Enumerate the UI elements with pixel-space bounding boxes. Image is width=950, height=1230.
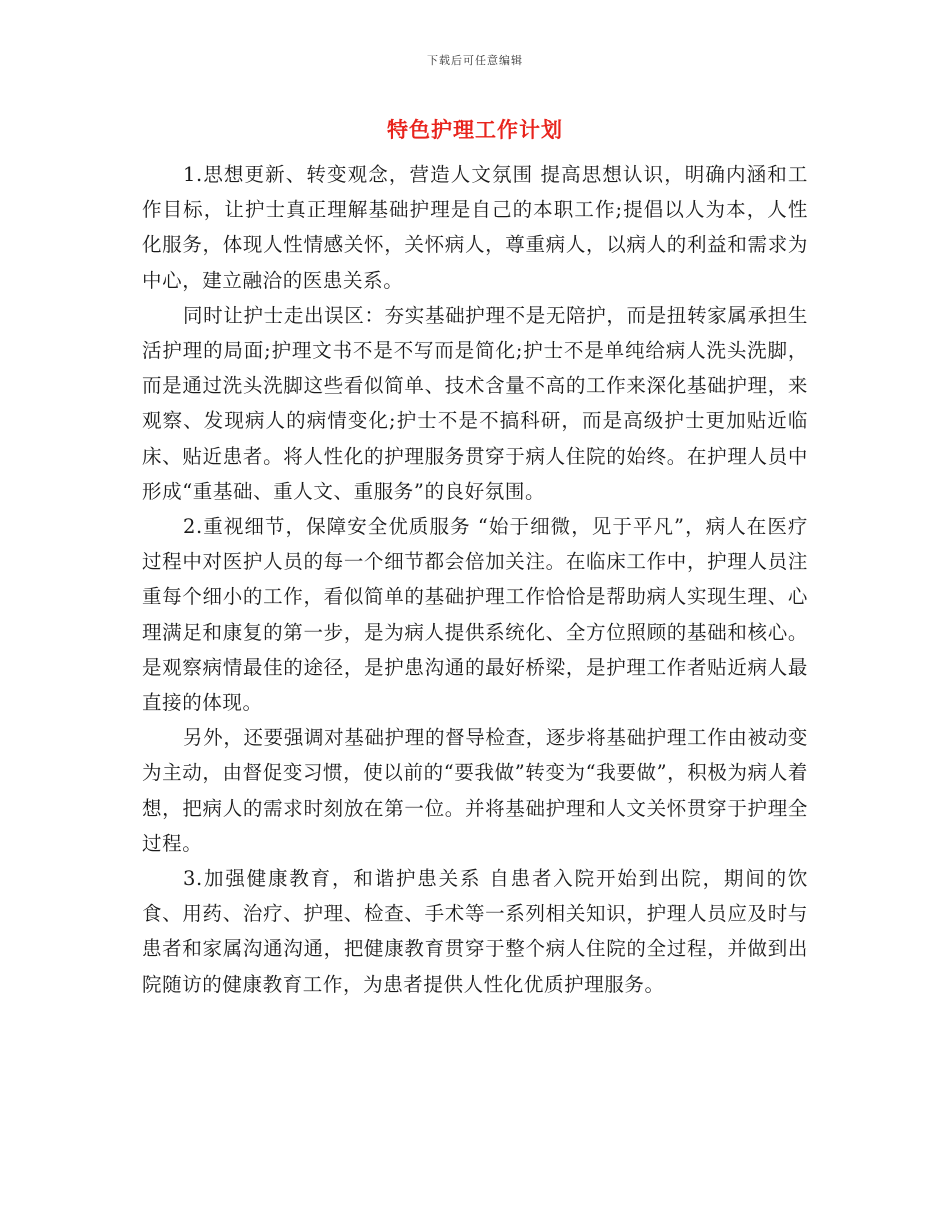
- paragraph-3: 2.重视细节，保障安全优质服务 “始于细微，见于平凡”，病人在医疗过程中对医护人员的每一个细节都会倍加关注。在临床工作中，护理人员注重每个细小的工作，看似简单的基础护理工作恰恰是帮助病人实现生理、心理满足和康复的第一步，是为病人提供系统化、全方位照顾的基础和核心。是观察病情最佳的途径，是护患沟通的最好桥梁，是护理工作者贴近病人最直接的体现。: [142, 515, 808, 715]
- document-title: 特色护理工作计划: [387, 118, 563, 142]
- paragraph-5: 3.加强健康教育，和谐护患关系 自患者入院开始到出院，期间的饮食、用药、治疗、护理、检查、手术等一系列相关知识，护理人员应及时与患者和家属沟通沟通，把健康教育贯穿于整个病人住院的全过程，并做到出院随访的健康教育工作，为患者提供人性化优质护理服务。: [142, 867, 808, 996]
- page-header: 下载后可任意编辑: [427, 54, 523, 67]
- paragraph-2: 同时让护士走出误区：夯实基础护理不是无陪护，而是扭转家属承担生活护理的局面;护理文书不是不写而是简化;护士不是单纯给病人洗头洗脚，而是通过洗头洗脚这些看似简单、技术含量不高的工作来深化基础护理，来观察、发现病人的病情变化;护士不是不搞科研，而是高级护士更加贴近临床、贴近患者。将人性化的护理服务贯穿于病人住院的始终。在护理人员中形成“重基础、重人文、重服务”的良好氛围。: [142, 303, 808, 503]
- paragraph-1: 1.思想更新、转变观念，营造人文氛围 提高思想认识，明确内涵和工作目标，让护士真正理解基础护理是自己的本职工作;提倡以人为本，人性化服务，体现人性情感关怀，关怀病人，尊重病人，以病人的利益和需求为中心，建立融洽的医患关系。: [142, 163, 808, 292]
- paragraph-4: 另外，还要强调对基础护理的督导检查，逐步将基础护理工作由被动变为主动，由督促变习惯，使以前的“要我做”转变为“我要做”，积极为病人着想，把病人的需求时刻放在第一位。并将基础护理和人文关怀贯穿于护理全过程。: [142, 726, 808, 855]
- document-body: [142, 157, 808, 1002]
